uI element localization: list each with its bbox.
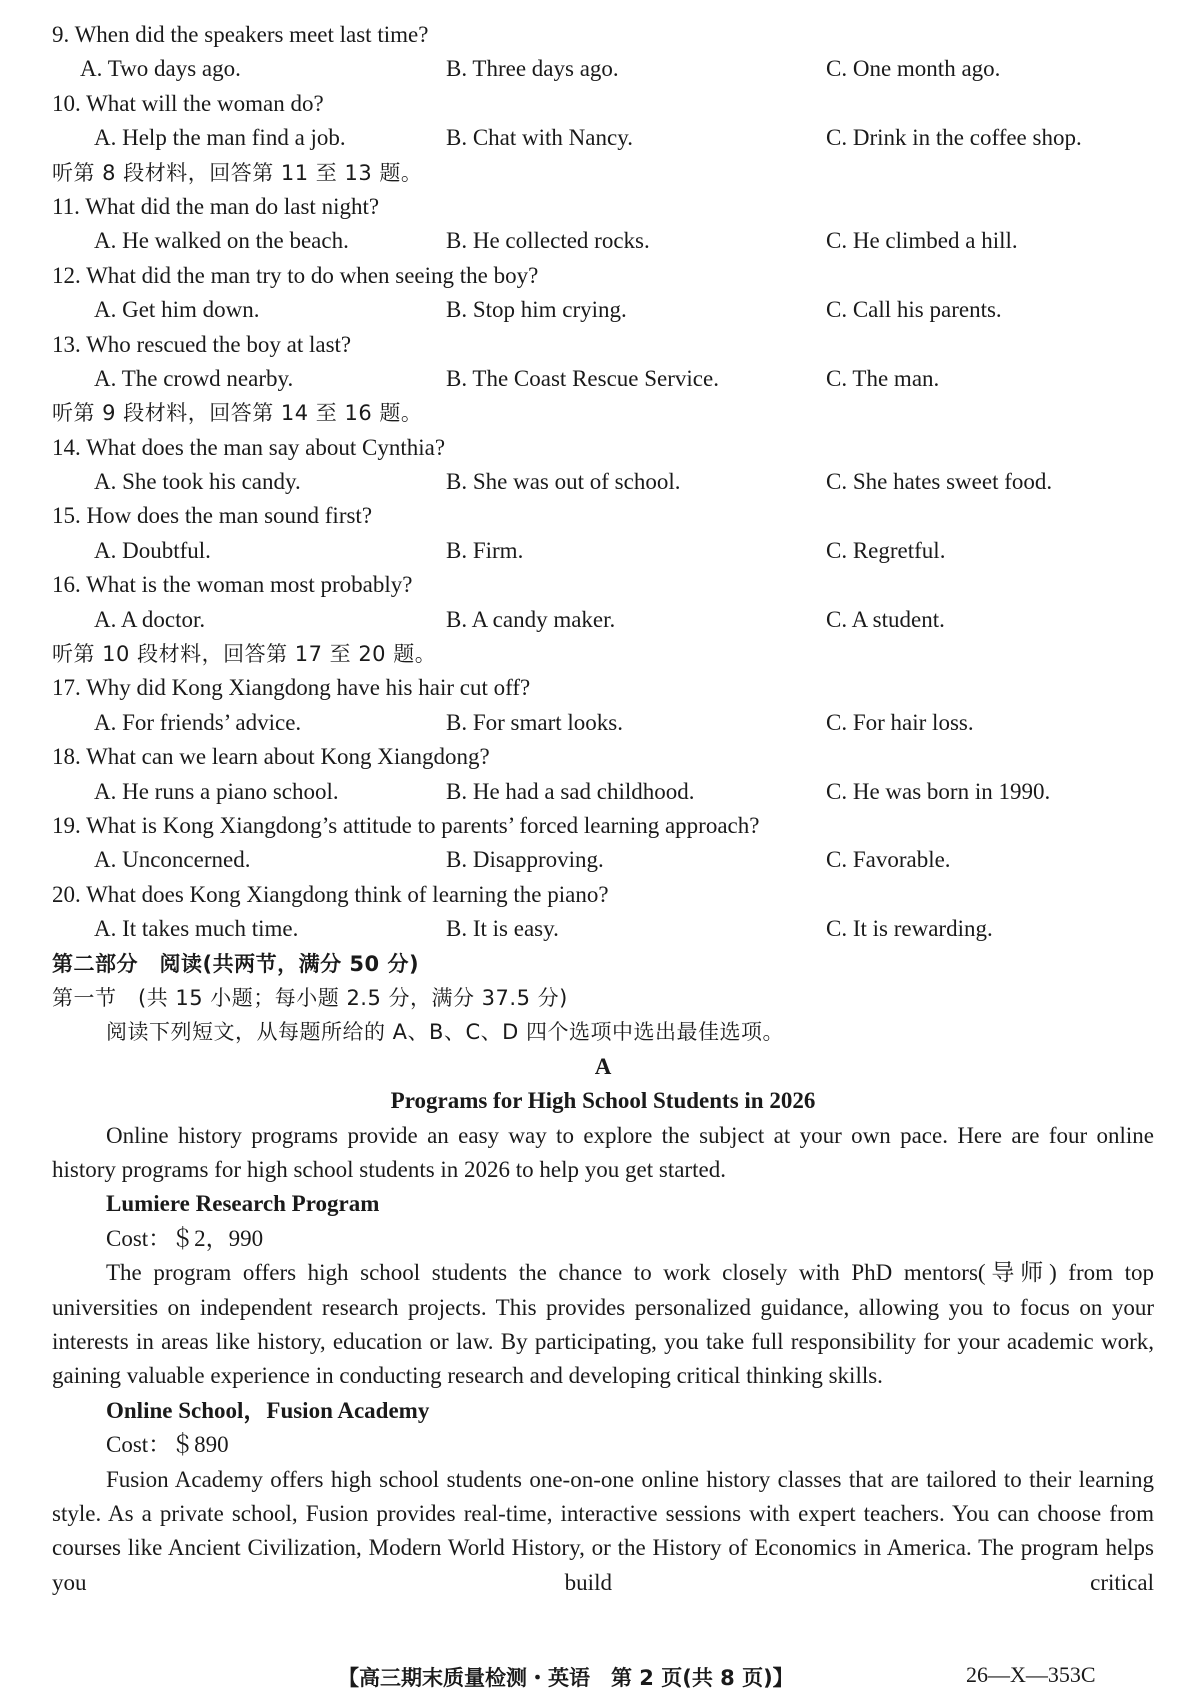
option-c: C. Favorable. (826, 847, 951, 873)
option-c: C. A student. (826, 606, 945, 632)
section-8-instruction: 听第 8 段材料，回答第 11 至 13 题。 (52, 160, 423, 185)
footer-title: 【高三期末质量检测・英语 第 2 页(共 8 页)】 (338, 1666, 794, 1690)
option-a: A. Doubtful. (94, 537, 211, 563)
question-12-options (52, 293, 1154, 327)
question-13-options (52, 362, 1154, 396)
question-16: 16. What is the woman most probably? (52, 572, 413, 598)
option-c: C. Drink in the coffee shop. (826, 125, 1082, 151)
question-18: 18. What can we learn about Kong Xiangdong? (52, 744, 490, 770)
option-a: A. He walked on the beach. (94, 228, 349, 254)
option-b: B. Stop him crying. (446, 297, 627, 323)
option-b: B. She was out of school. (446, 469, 681, 495)
option-b: B. Disapproving. (446, 847, 604, 873)
question-10-options (52, 121, 1154, 155)
exam-page (52, 18, 1154, 1600)
question-14: 14. What does the man say about Cynthia? (52, 434, 446, 460)
program-1-cost: Cost：＄2，990 (106, 1225, 264, 1251)
option-b: B. He collected rocks. (446, 228, 650, 254)
part-two-title: 第二部分 阅读(共两节，满分 50 分) (52, 951, 420, 976)
option-c: C. For hair loss. (826, 709, 974, 735)
question-19-options (52, 843, 1154, 877)
program-2-cost: Cost：＄890 (106, 1432, 229, 1458)
question-12: 12. What did the man try to do when seeing the boy? (52, 262, 539, 288)
question-15-options (52, 534, 1154, 568)
option-a: A. Unconcerned. (94, 847, 251, 873)
question-18-options (52, 775, 1154, 809)
option-c: C. He climbed a hill. (826, 228, 1018, 254)
passage-intro: Online history programs provide an easy way to explore the subject at your own pace. Here are four online history programs for high school students in 2026 to help you get started. (52, 1122, 1154, 1182)
question-16-options (52, 603, 1154, 637)
question-20: 20. What does Kong Xiangdong think of learning the piano? (52, 881, 609, 907)
program-1-name: Lumiere Research Program (106, 1191, 380, 1217)
option-a: A. She took his candy. (94, 469, 301, 495)
program-1-description: The program offers high school students the chance to work closely with PhD mentors(导师) from top universities on independent research projects. This provides personalized guidance, allowing you to focus on your interests in areas like history, education or law. By participating, you take full responsibility for your academic work, gaining valuable experience in conducting research and developing critical thinking skills. (52, 1260, 1154, 1389)
page-footer (0, 1662, 1200, 1696)
question-9: 9. When did the speakers meet last time? (52, 22, 429, 47)
question-14-options (52, 465, 1154, 499)
option-a: A. For friends’ advice. (94, 709, 302, 735)
question-17: 17. Why did Kong Xiangdong have his hair cut off? (52, 675, 531, 701)
option-b: B. The Coast Rescue Service. (446, 365, 719, 391)
question-19: 19. What is Kong Xiangdong’s attitude to parents’ forced learning approach? (52, 812, 760, 838)
question-11-options (52, 224, 1154, 258)
option-c: C. One month ago. (826, 56, 1001, 82)
program-2-name: Online School，Fusion Academy (106, 1397, 430, 1423)
option-c: C. Regretful. (826, 537, 946, 563)
footer-code: 26—X—353C (966, 1662, 1096, 1687)
question-17-options (52, 706, 1154, 740)
option-c: C. The man. (826, 365, 940, 391)
option-c: C. It is rewarding. (826, 916, 993, 942)
option-c: C. Call his parents. (826, 297, 1002, 323)
option-a: A. Two days ago. (80, 56, 241, 82)
passage-title: Programs for High School Students in 2026 (390, 1088, 816, 1114)
option-a: A. The crowd nearby. (94, 365, 294, 391)
option-b: B. Chat with Nancy. (446, 125, 633, 151)
option-b: B. Three days ago. (446, 56, 619, 82)
option-a: A. He runs a piano school. (94, 778, 339, 804)
reading-instruction: 阅读下列短文，从每题所给的 A、B、C、D 四个选项中选出最佳选项。 (106, 1020, 784, 1045)
option-c: C. She hates sweet food. (826, 469, 1053, 495)
section-9-instruction: 听第 9 段材料，回答第 14 至 16 题。 (52, 401, 423, 426)
option-a: A. It takes much time. (94, 916, 299, 942)
option-c: C. He was born in 1990. (826, 778, 1051, 804)
question-9-options (52, 52, 1154, 86)
option-b: B. For smart looks. (446, 709, 623, 735)
option-b: B. It is easy. (446, 916, 559, 942)
option-b: B. A candy maker. (446, 606, 616, 632)
section-10-instruction: 听第 10 段材料，回答第 17 至 20 题。 (52, 642, 437, 667)
question-20-options (52, 912, 1154, 946)
question-13: 13. Who rescued the boy at last? (52, 331, 352, 357)
question-11: 11. What did the man do last night? (52, 193, 380, 219)
option-a: A. Help the man find a job. (94, 125, 346, 151)
question-15: 15. How does the man sound first? (52, 503, 373, 529)
option-b: B. He had a sad childhood. (446, 778, 695, 804)
option-b: B. Firm. (446, 537, 524, 563)
option-a: A. Get him down. (94, 297, 260, 323)
passage-letter: A (594, 1053, 612, 1079)
question-10: 10. What will the woman do? (52, 90, 324, 116)
program-2-description: Fusion Academy offers high school students one-on-one online history classes that are tailored to their learning style. As a private school, Fusion provides real-time, interactive sessions with expert teachers. You can choose from courses like Ancient Civilization, Modern World History, or the History of Economics in America. The program helps you build critical (52, 1466, 1154, 1595)
option-a: A. A doctor. (94, 606, 206, 632)
section-one-title: 第一节 (共 15 小题；每小题 2.5 分，满分 37.5 分) (52, 985, 568, 1010)
